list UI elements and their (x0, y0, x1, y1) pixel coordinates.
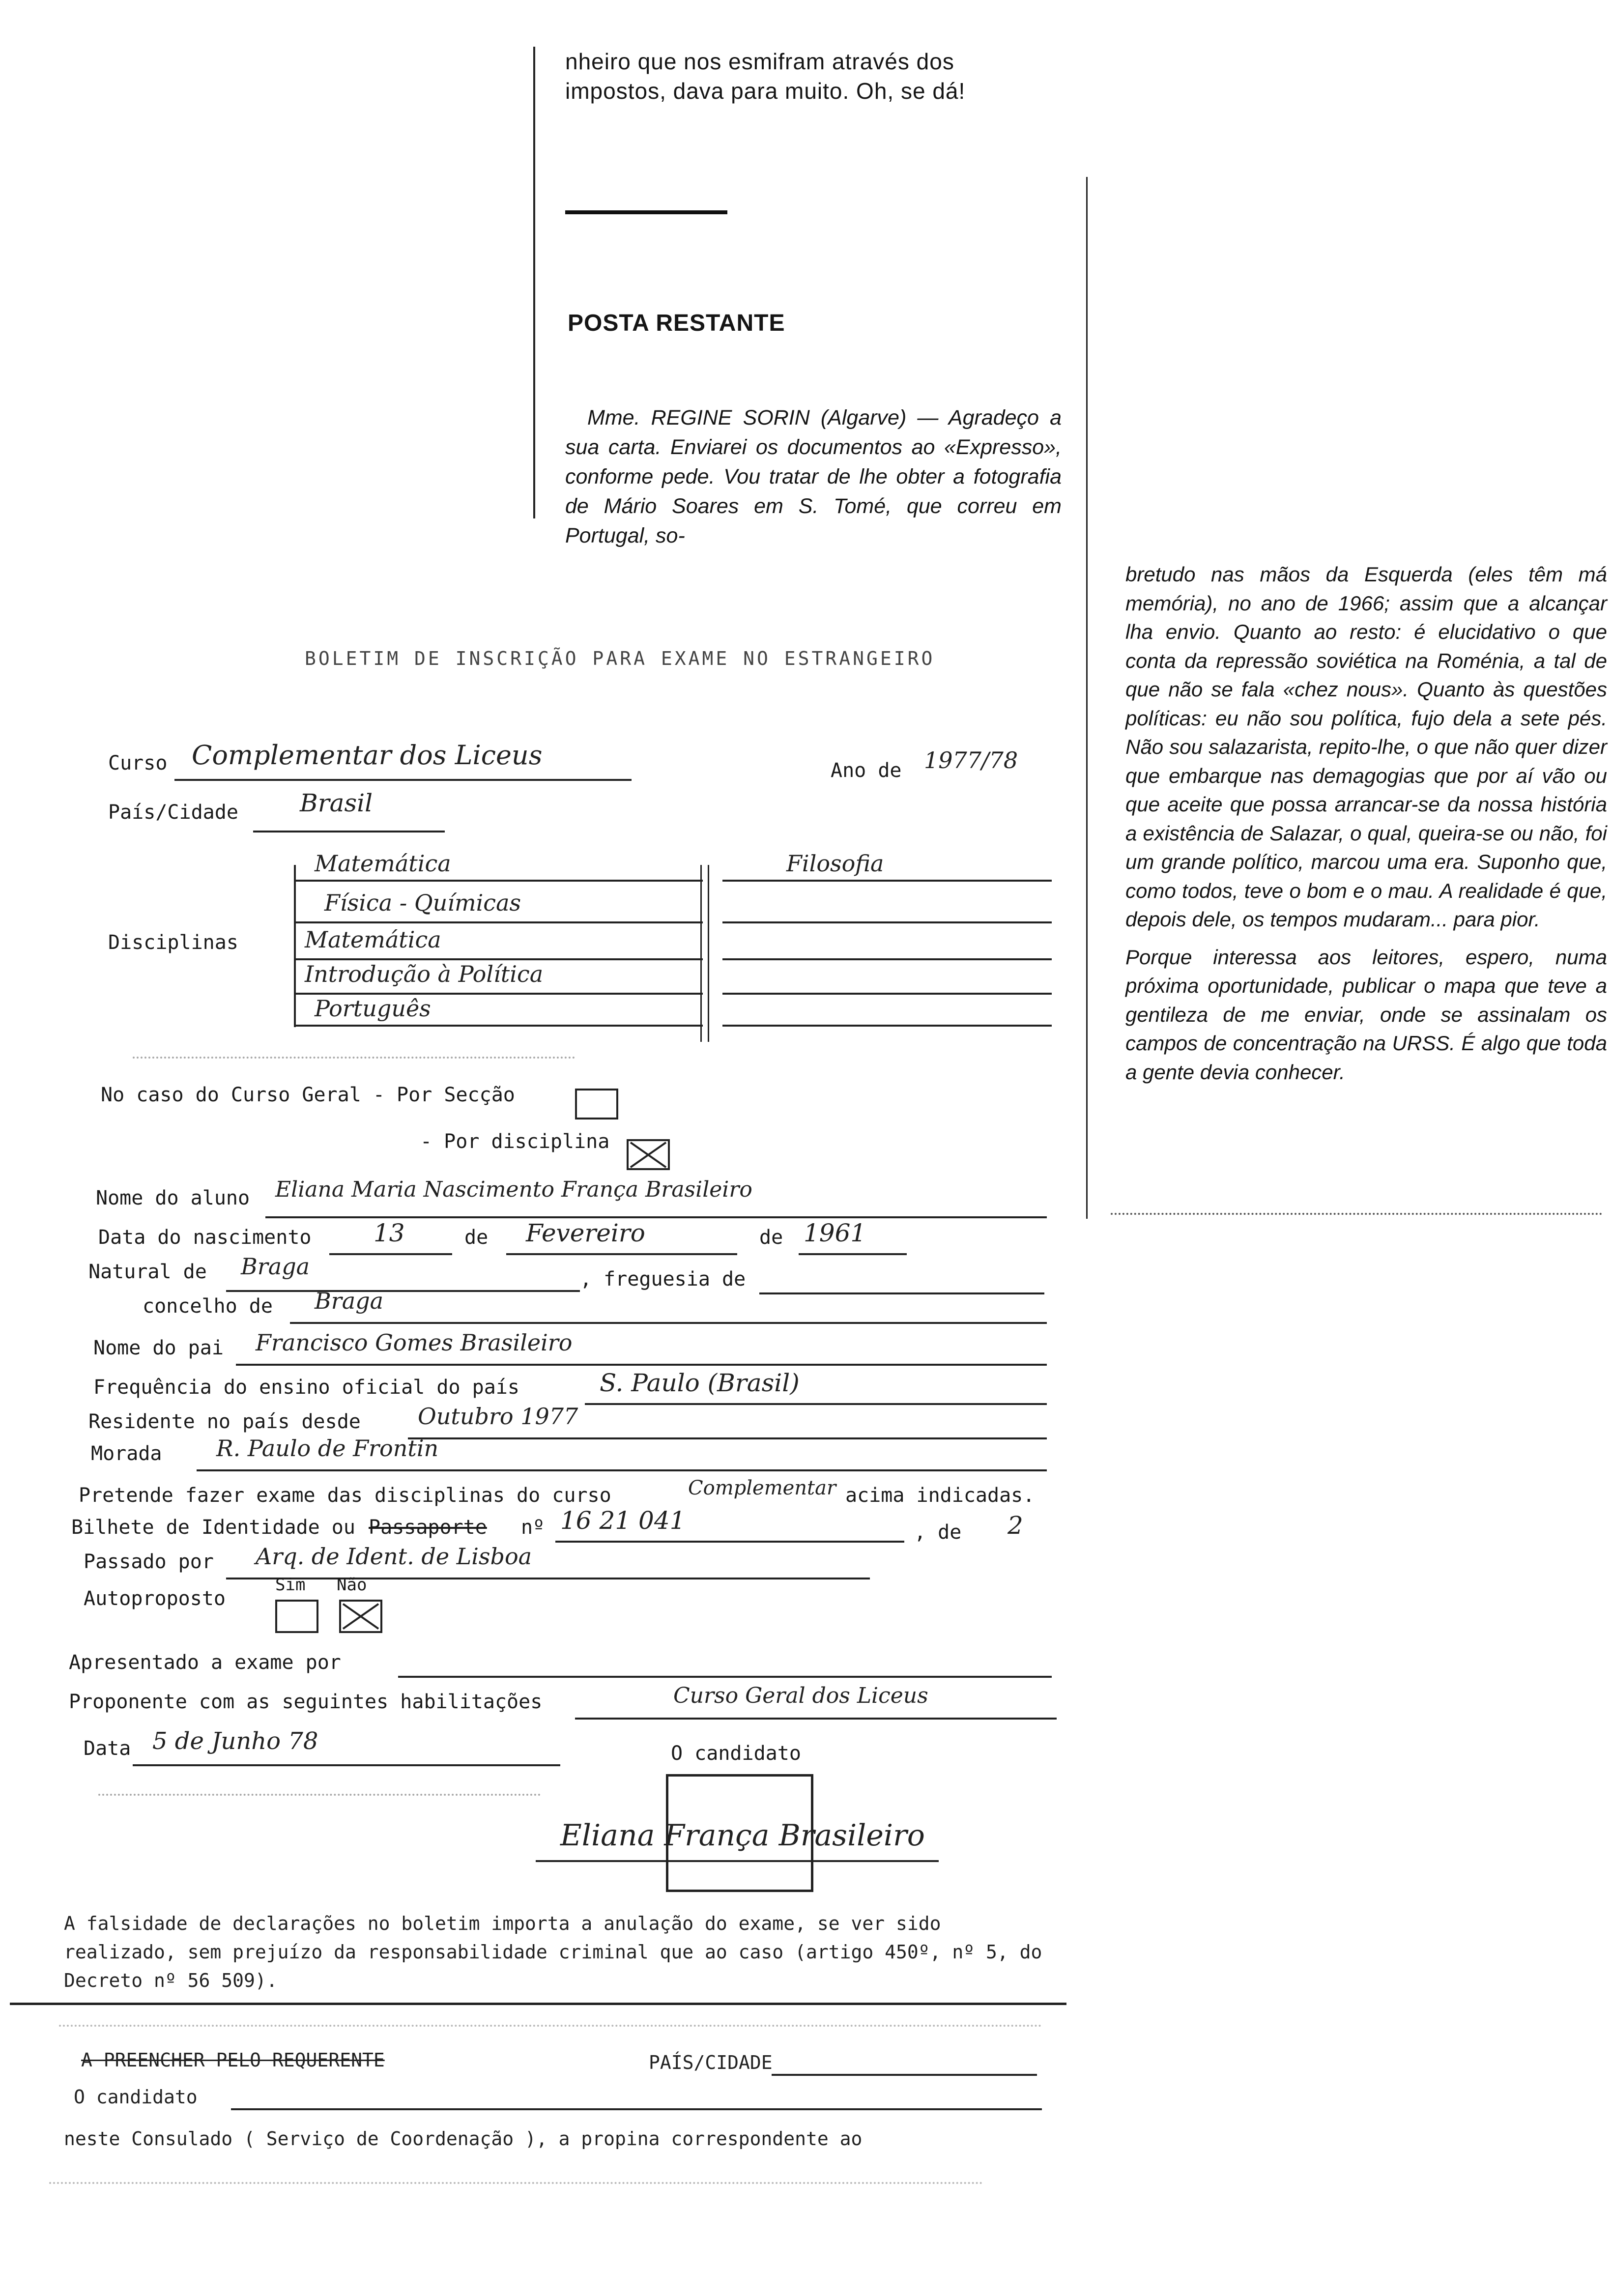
label-autoproposto: Autoproposto (84, 1587, 226, 1610)
value-ano-nasc: 1961 (804, 1219, 866, 1247)
line-proponente (575, 1718, 1057, 1720)
label-freguesia: , freguesia de (580, 1268, 746, 1291)
line-nome-aluno (265, 1216, 1047, 1218)
line-residente (408, 1437, 1047, 1439)
disc-line-2 (295, 921, 703, 923)
value-proponente: Curso Geral dos Liceus (673, 1683, 928, 1708)
label-apresentado: Apresentado a exame por (69, 1651, 341, 1674)
value-dia: 13 (374, 1219, 405, 1247)
line-frequencia (585, 1403, 1047, 1405)
label-frequencia: Frequência do ensino oficial do país (93, 1376, 519, 1399)
checkbox-nao[interactable] (339, 1600, 382, 1633)
label-de-1: de (464, 1226, 489, 1249)
section-rule (565, 210, 727, 214)
column-divider (533, 47, 535, 518)
footnote (64, 1909, 1047, 1995)
line-curso (174, 779, 632, 781)
line-nome-pai (236, 1364, 1047, 1366)
label-data-nascimento: Data do nascimento (98, 1226, 312, 1249)
disc-line-r4 (722, 993, 1052, 995)
value-passado: Arq. de Ident. de Lisboa (256, 1543, 532, 1570)
disc-value-right: Filosofia (786, 850, 884, 877)
label-pais-cidade: País/Cidade (108, 801, 238, 824)
label-ano: Ano de (831, 759, 902, 782)
value-numero: 16 21 041 (560, 1506, 686, 1535)
value-concelho: Braga (315, 1288, 384, 1314)
letter-intro-text: Mme. REGINE SORIN (Algarve) — Agradeço a sua carta. Enviarei os documentos ao «Expresso», conforme pede. Vou tratar de lhe obter a fotografia de Mário Soares em S. Tomé, que correu em Portugal, so- (565, 406, 1062, 547)
footer-separator (10, 2003, 1066, 2005)
value-morada: R. Paulo de Frontin (216, 1435, 439, 1462)
label-curso: Curso (108, 752, 168, 775)
value-residente: Outubro 1977 (418, 1403, 578, 1430)
disc-divider-mid-a (700, 865, 702, 1042)
line-concelho (290, 1322, 1047, 1324)
label-por-disciplina: - Por disciplina (420, 1130, 610, 1153)
value-pais-cidade: Brasil (300, 789, 373, 817)
letter-intro (565, 403, 1062, 550)
disc-line-r5 (722, 1025, 1052, 1027)
label-candidato: O candidato (671, 1742, 801, 1765)
label-concelho: concelho de (143, 1295, 273, 1318)
label-proponente: Proponente com as seguintes habilitações (69, 1691, 543, 1713)
line-data (133, 1764, 560, 1766)
right-paragraph-2: Porque interessa aos leitores, espero, numa próxima oportunidade, publicar o mapa que teve a gentileza de me enviar, onde se assinalam os campos de concentração na URSS. É algo que toda a gente devia conhecer. (1125, 945, 1607, 1084)
value-natural: Braga (241, 1253, 310, 1280)
disc-line-r2 (722, 921, 1052, 923)
label-data: Data (84, 1737, 131, 1760)
value-curso: Complementar dos Liceus (192, 740, 543, 771)
label-pretende-end: acima indicadas. (845, 1484, 1035, 1507)
line-pais-cidade (253, 831, 445, 832)
label-natural: Natural de (88, 1261, 207, 1283)
value-nome-aluno: Eliana Maria Nascimento França Brasileiro (275, 1177, 752, 1202)
label-bilhete: Bilhete de Identidade ou (71, 1516, 355, 1539)
form-title: BOLETIM DE INSCRIÇÃO PARA EXAME NO ESTRANGEIRO (305, 648, 935, 669)
line-passado (226, 1578, 870, 1579)
checkbox-seccao[interactable] (575, 1089, 618, 1119)
right-column-end-rule (1111, 1213, 1602, 1215)
label-de-3: , de (914, 1521, 962, 1544)
right-column (1125, 560, 1607, 1087)
line-numero (555, 1541, 904, 1543)
value-nome-pai: Francisco Gomes Brasileiro (256, 1329, 573, 1356)
label-caso-geral: No caso do Curso Geral - Por Secção (101, 1084, 515, 1106)
disc-value-4: Introdução à Política (305, 961, 544, 987)
right-paragraph-1: bretudo nas mãos da Esquerda (eles têm má memória), no ano de 1966; assim que a alcançar lha envio. Quanto ao resto: é elucidativo o que conta da repressão soviética na Roménia, a tal de que não se fala «chez nous». Quanto às questões políticas: eu não sou política, fujo dela a sete pés. Não sou salazarista, repito-lhe, o que não quer dizer que embarque nas demagogias que por aí vão ou que aceite que possa arrancar-se da nossa história a existência de Salazar, o qual, queira-se ou não, foi um grande político, marcou uma era. Suponho que, como todos, teve o bom e o mau. A realidade é que, depois dele, os tempos mudaram... para pior. (1125, 563, 1607, 931)
value-data-doc: 2 (1008, 1511, 1023, 1540)
disc-value-3: Matemática (305, 926, 441, 953)
label-de-2: de (759, 1226, 783, 1249)
label-passado: Passado por (84, 1550, 214, 1573)
label-residente: Residente no país desde (88, 1410, 361, 1433)
disc-divider-mid-b (708, 865, 709, 1042)
disc-line-3 (295, 958, 703, 960)
line-ano-nasc (799, 1253, 907, 1255)
line-freguesia (759, 1292, 1044, 1294)
signature: Eliana França Brasileiro (560, 1818, 925, 1853)
value-ano: 1977/78 (924, 747, 1018, 774)
line-morada (197, 1469, 1047, 1471)
disc-value-2: Física - Químicas (324, 890, 521, 916)
footer-candidato: O candidato (74, 2086, 198, 2108)
line-natural (226, 1290, 580, 1292)
label-sim: Sim (275, 1575, 306, 1595)
disc-line-1 (295, 880, 703, 882)
label-pretende: Pretende fazer exame das disciplinas do curso (79, 1484, 611, 1507)
checkbox-disciplina[interactable] (627, 1139, 670, 1170)
disc-value-1: Matemática (315, 850, 451, 877)
noise-4 (49, 2182, 983, 2184)
label-nao: Não (337, 1575, 367, 1595)
right-column-divider (1086, 177, 1088, 1219)
noise-1 (133, 1057, 575, 1059)
value-mes: Fevereiro (526, 1219, 645, 1247)
label-nome-pai: Nome do pai (93, 1337, 224, 1359)
line-footer-candidato (231, 2108, 1042, 2110)
value-frequencia: S. Paulo (Brasil) (600, 1369, 800, 1397)
line-apresentado (398, 1676, 1052, 1678)
value-data: 5 de Junho 78 (152, 1727, 318, 1755)
label-bilhete-struck: Passaporte (369, 1516, 487, 1539)
noise-2 (98, 1794, 541, 1796)
line-footer-pais (772, 2074, 1037, 2076)
line-mes (506, 1253, 737, 1255)
disc-line-r1 (722, 880, 1052, 882)
line-dia (329, 1253, 452, 1255)
footer-heading: A PREENCHER PELO REQUERENTE (81, 2049, 385, 2071)
noise-3 (59, 2025, 1042, 2027)
section-heading: POSTA RESTANTE (568, 310, 785, 336)
label-nome-aluno: Nome do aluno (96, 1187, 250, 1209)
disc-value-5: Português (315, 995, 431, 1022)
value-curso-ref: Complementar (688, 1477, 836, 1499)
disc-divider-left (294, 865, 296, 1027)
top-column-text: nheiro que nos esmifram através dos impostos, dava para muito. Oh, se dá! (565, 49, 966, 104)
footer-pais: PAÍS/CIDADE (649, 2052, 773, 2073)
line-signature (536, 1860, 939, 1862)
disc-line-4 (295, 993, 703, 995)
footer-consulado: neste Consulado ( Serviço de Coordenação ), a propina correspondente ao (64, 2128, 863, 2150)
footnote-text: A falsidade de declarações no boletim importa a anulação do exame, se ver sido realizado, sem prejuízo da responsabilidade criminal que ao caso (artigo 450º, nº 5, do Decreto nº 56 509). (64, 1913, 1042, 1991)
disc-line-5 (295, 1025, 703, 1027)
label-disciplinas: Disciplinas (108, 931, 238, 954)
label-numero: nº (521, 1516, 545, 1539)
checkbox-sim[interactable] (275, 1600, 318, 1633)
label-morada: Morada (91, 1442, 162, 1465)
disc-line-r3 (722, 958, 1052, 960)
